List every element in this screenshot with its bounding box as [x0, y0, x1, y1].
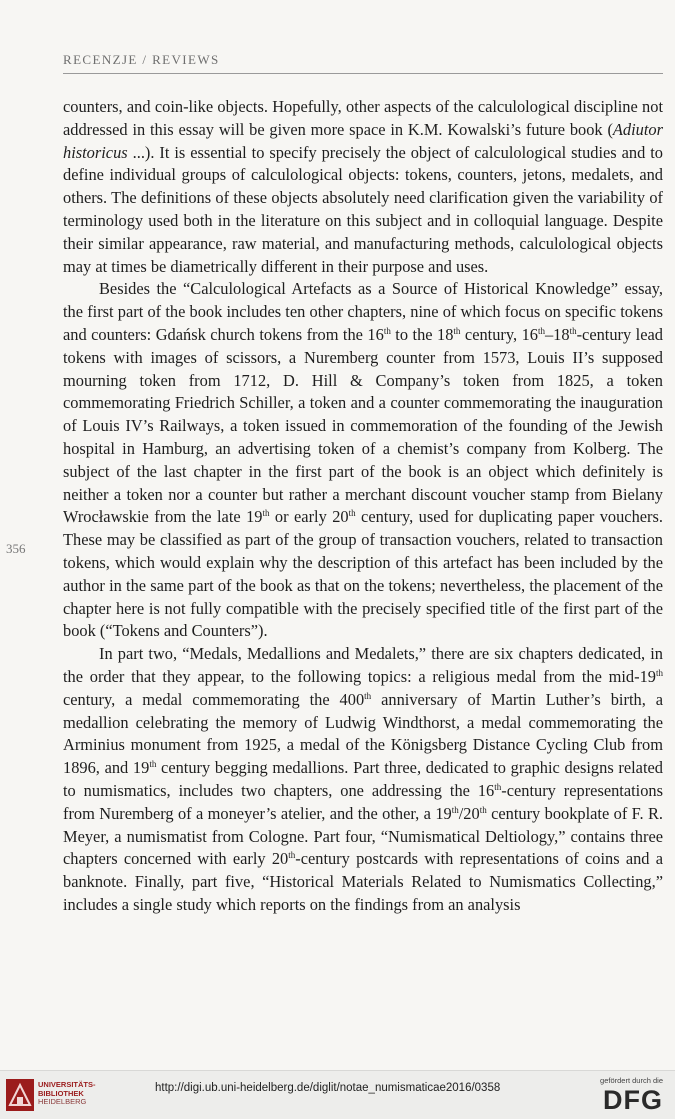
- paragraph-1: counters, and coin-like objects. Hopefully, other aspects of the calculological discipline not addressed in this essay will be given more space in K.M. Kowalski’s future book (Adiutor historicus ...). It is essential to specify precisely the object of calculological studies and to define individual groups of calculological objects: tokens, counters, jetons, medalets, and others. The definitions of these objects absolutely need clarification given the variability of terminology used both in the literature on this subject and in colloquial language. Despite their similar appearance, raw material, and manufacturing methods, calculological objects may at times be diametrically different in their purpose and uses.: [63, 97, 663, 276]
- funded-by-text: gefördert durch die: [600, 1076, 663, 1085]
- dfg-logo: DFG: [603, 1085, 663, 1115]
- body-text: [63, 96, 663, 917]
- paragraph-2: Besides the “Calculological Artefacts as a Source of Historical Knowledge” essay, the first part of the book includes ten other chapters, nine of which focus on specific tokens and counters: Gdańsk church tokens from the 16th to the 18th century, 16th–18th-century lead tokens with images of scissors, a Nuremberg counter from 1573, Louis II’s supposed mourning token from 1712, D. Hill & Company’s token from 1825, a token commemorating Friedrich Schiller, a token and a counter commemorating the inauguration of Louis IV’s Railways, a token issued in commemoration of the founding of the Jewish hospital in Hamburg, an advertising token of a chemist’s company from Kolberg. The subject of the last chapter in the first part of the book is an object which definitely is neither a token nor a counter but rather a merchant discount voucher stamp from Bielany Wrocławskie from the late 19th or early 20th century, used for duplicating paper vouchers. These may be classified as part of the group of transaction vouchers, related to transaction tokens, which would explain why the description of this artefact has been included by the author in the same part of the book as that on the tokens; nevertheless, the placement of the chapter here is not fully compatible with the precisely specified title of the first part of the book (“Tokens and Counters”).: [63, 279, 663, 641]
- footer-bar: [0, 1070, 675, 1119]
- header-rule: [63, 73, 663, 74]
- digital-library-link[interactable]: http://digi.ub.uni-heidelberg.de/diglit/notae_numismaticae2016/0358: [155, 1082, 501, 1094]
- page-number: 356: [6, 541, 26, 556]
- book-title-italic: Adiutor historicus: [63, 119, 663, 162]
- running-head: RECENZJE / REVIEWS: [63, 52, 220, 67]
- library-logo-icon: [6, 1079, 34, 1111]
- paragraph-3: In part two, “Medals, Medallions and Medalets,” there are six chapters dedicated, in the order that they appear, to the following topics: a religious medal from the mid-19th century, a medal commemorating the 400th anniversary of Martin Luther’s birth, a medallion celebrating the memory of Ludwig Windthorst, a medal commemorating the Arminius monument from 1925, a medal of the Königsberg Distance Cycling Club from 1896, and 19th century begging medallions. Part three, dedicated to graphic designs related to numismatics, includes two chapters, one addressing the 16th-century representations from Nuremberg of a moneyer’s atelier, and the other, a 19th/20th century bookplate of F. R. Meyer, a numismatist from Cologne. Part four, “Numismatical Deltiology,” contains three chapters concerned with early 20th-century postcards with representations of coins and a banknote. Finally, part five, “Historical Materials Related to Numismatics Collecting,” includes a single study which reports on the findings from an analysis: [63, 644, 664, 914]
- library-name: UNIVERSITÄTS- BIBLIOTHEK HEIDELBERG: [38, 1080, 96, 1106]
